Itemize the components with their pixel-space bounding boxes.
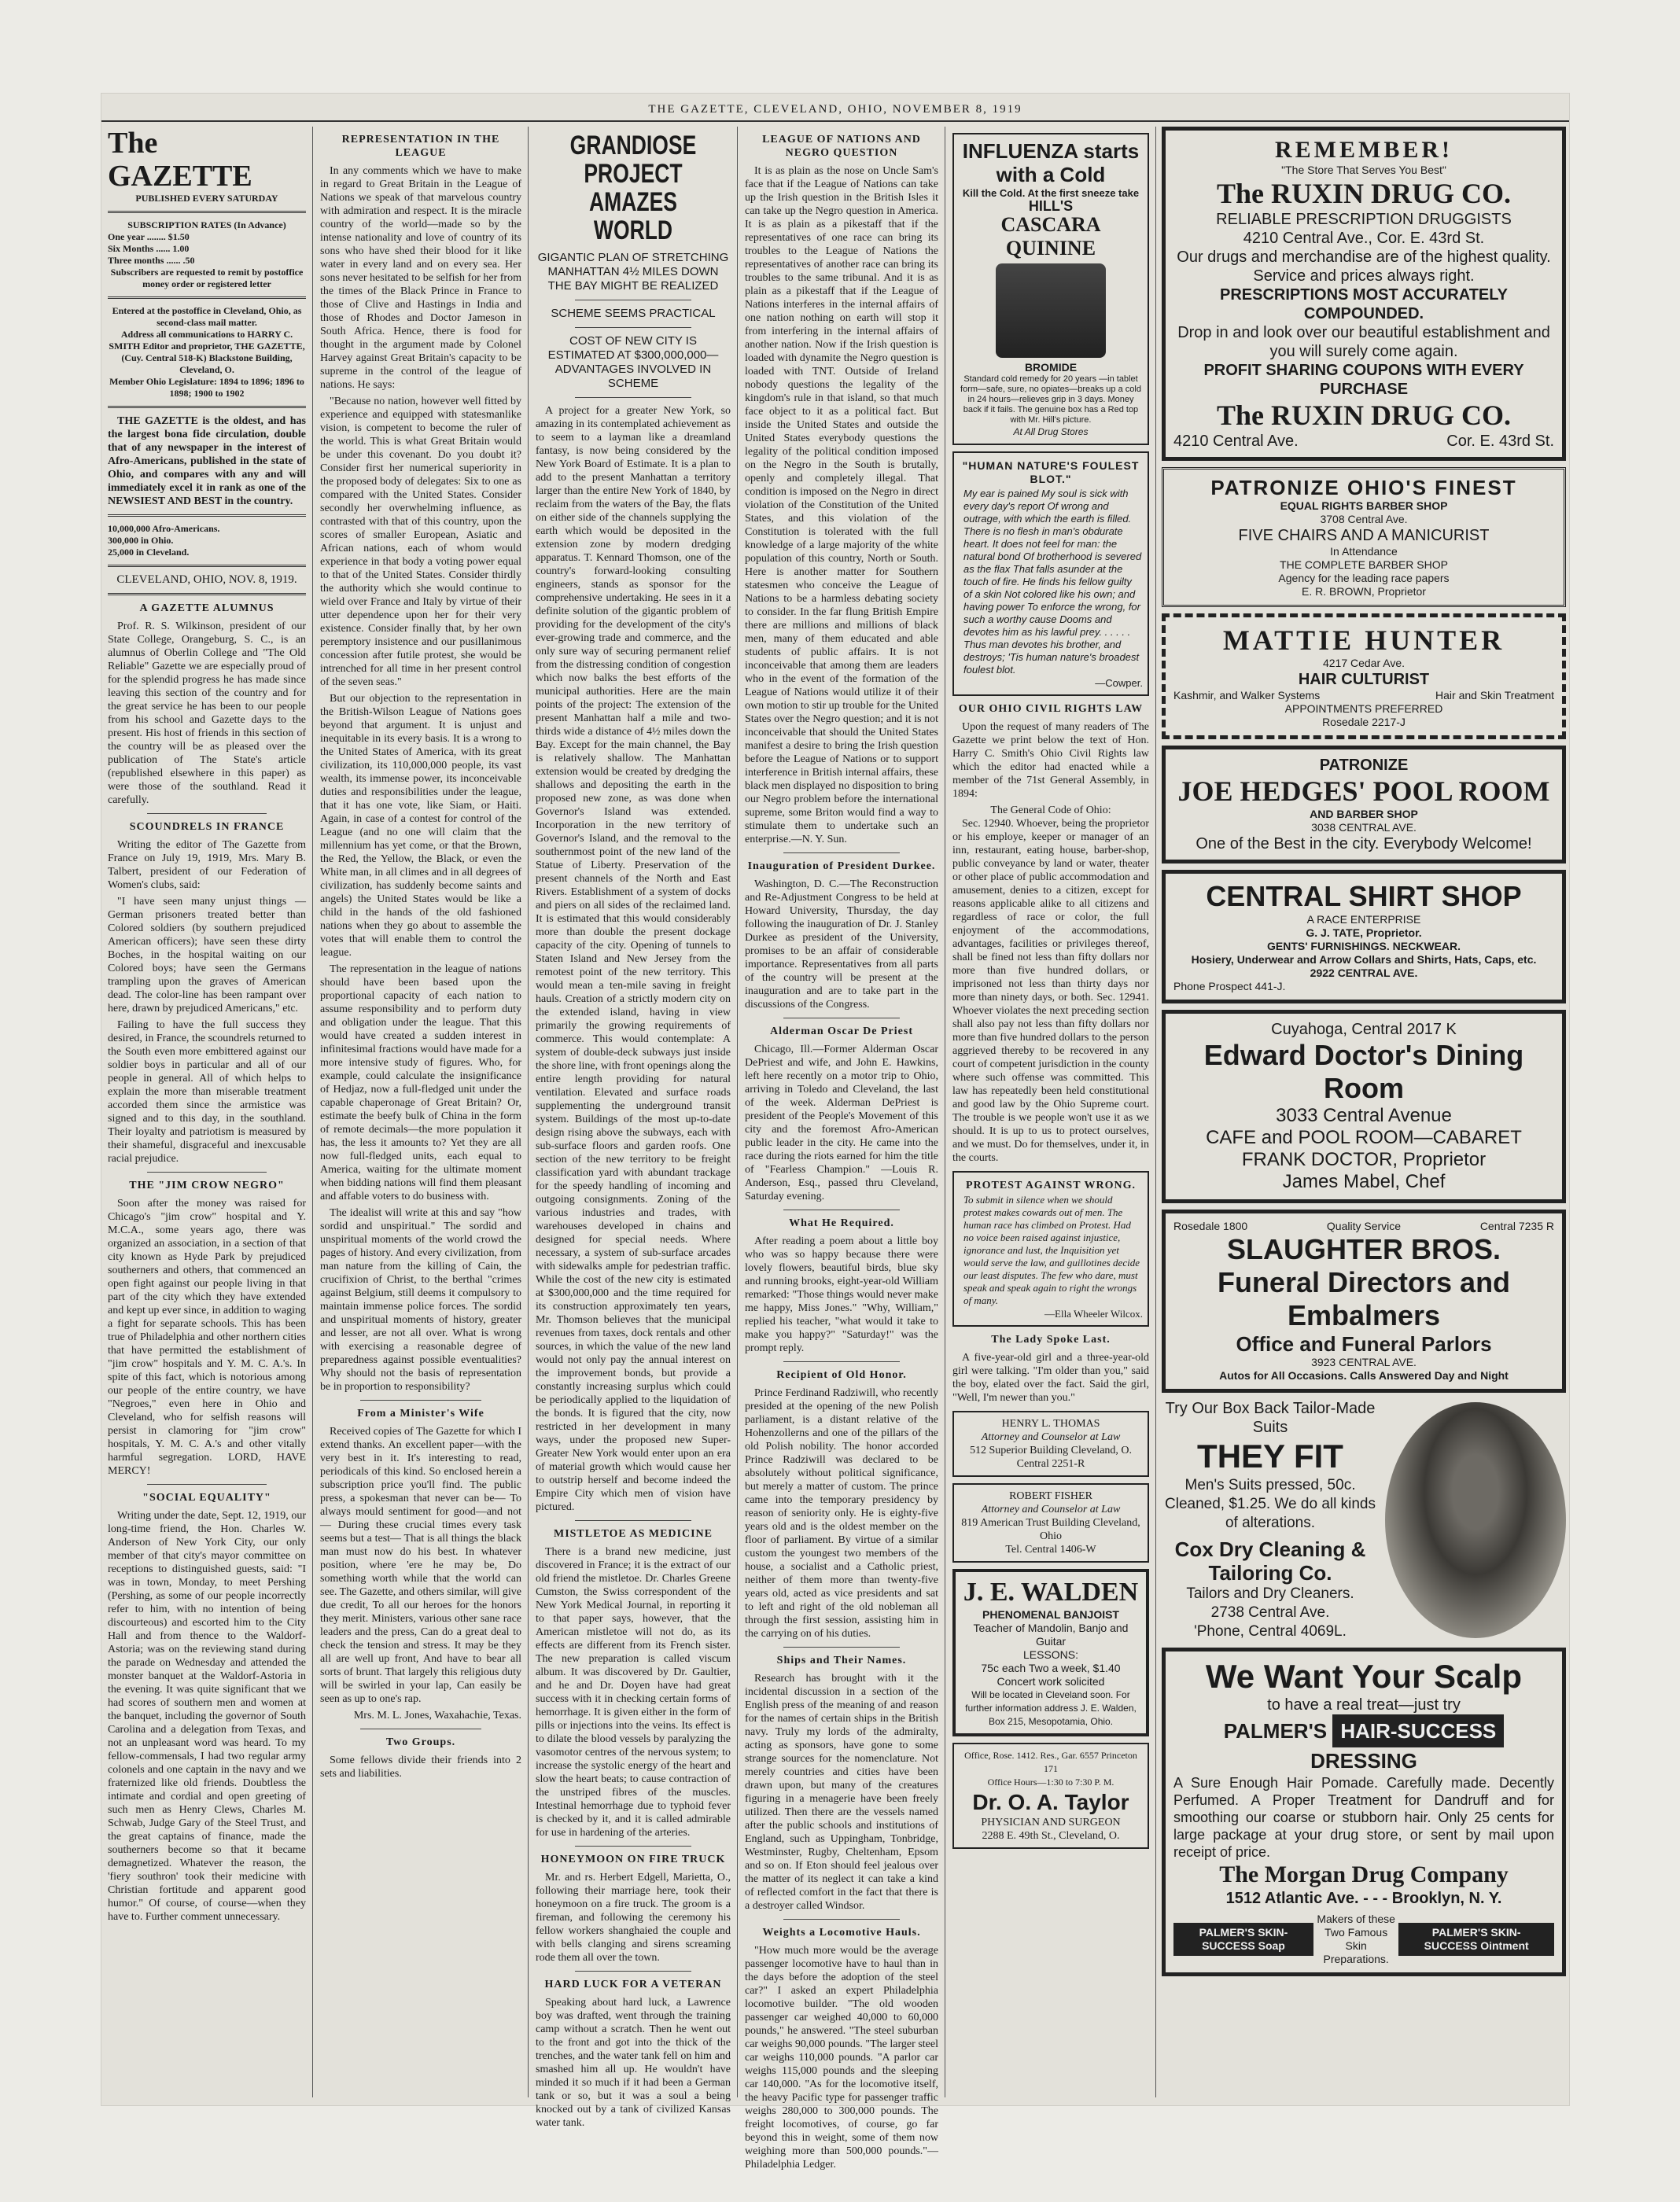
ruxin-prescriptions: PRESCRIPTIONS MOST ACCURATELY COMPOUNDED.	[1220, 286, 1508, 322]
thomas-address: 512 Superior Building Cleveland, O.	[969, 1445, 1133, 1456]
hunter-systems: Kashmir, and Walker Systems	[1173, 689, 1321, 701]
equality-heading: "SOCIAL EQUALITY"	[142, 1492, 271, 1504]
jimcrow-text: Soon after the money was raised for Chicago's "jim crow" hospital and Y. M.C.A., some years ago, there was organized an association, in a section of that city known as Hyde Park by prejudiced southerners and others, that commenced an open fight against our people living in that part of the city which they have extended and kept up ever since, in addition to waging a fight for separate schools. This has been true of Philadelphia and other northern cities that have permitted the establishment of "jim crow" hospitals and Y. M. C. A.'s. In spite of this fact, which is notorious among our people of the entire country, we have "Negroes," even here in Ohio and Cleveland, who for selfish reasons will persist in clamoring for "jim crow" hospitals, Y. M. C. A.'s and other vitally harmful segregation. LORD, HAVE MERCY!	[108, 1198, 306, 1477]
slaughter-rosedale: Rosedale 1800	[1173, 1220, 1248, 1232]
ruxin-reliable: RELIABLE PRESCRIPTION DRUGGISTS	[1216, 211, 1512, 228]
alumnus-heading: A GAZETTE ALUMNUS	[139, 602, 274, 614]
walden-location: Will be located in Cleveland soon. For further information address J. E. Walden, Box 215, Mesopotamia, Ohio.	[965, 1689, 1137, 1727]
hunter-appointments: APPOINTMENTS PREFERRED	[1284, 702, 1443, 715]
civil-rights-heading: OUR OHIO CIVIL RIGHTS LAW	[958, 703, 1144, 715]
barber-complete: THE COMPLETE BARBER SHOP	[1280, 558, 1448, 571]
hills-cascara-ad	[952, 133, 1149, 445]
alumnus-text: Prof. R. S. Wilkinson, president of our State College, Orangeburg, S. C., is an alumnus of Oberlin College and "The Old Reliable" Gazette we are especially proud of for the splendid progress he has made since leaving this section of the country and for the great service he has been to our people from his school and Gazette days to the present. His host of friends in this section of the country will be as pleased over the publication of The State's article (republished elsewhere in this paper) as were those of the southland. Read it carefully.	[108, 620, 306, 806]
jimcrow-heading: THE "JIM CROW NEGRO"	[129, 1180, 285, 1191]
thomas-title: Attorney and Counselor at Law	[981, 1431, 1121, 1443]
shirt-phone: Phone Prospect 441-J.	[1173, 980, 1286, 992]
thomas-name: HENRY L. THOMAS	[1001, 1418, 1100, 1430]
hedges-address: 3038 CENTRAL AVE.	[1311, 821, 1417, 834]
cox-dry-cleaning-ad	[1162, 1399, 1566, 1641]
column-4	[739, 127, 945, 2171]
thomas-phone: Central 2251-R	[1016, 1458, 1085, 1470]
palmer-makers: Makers of these Two Famous Skin Preparations.	[1317, 1913, 1395, 1965]
rate-1: One year ........ $1.50	[108, 231, 190, 242]
column-2	[314, 127, 528, 2097]
palmer-ointment: PALMER'S SKIN-SUCCESS Ointment	[1398, 1923, 1554, 1956]
scoundrels-p1: Writing the editor of The Gazette from France on July 19, 1919, Mrs. Mary B. Talbert, president of our Federation of Women's clubs, said:	[108, 839, 306, 891]
hunter-treatment: Hair and Skin Treatment	[1435, 689, 1554, 701]
cowper-poem-box	[952, 451, 1149, 696]
walden-title: PHENOMENAL BANJOIST	[982, 1608, 1119, 1621]
hardluck-text: Speaking about hard luck, a Lawrence boy was drafted, went through the training camp without a scratch. Then he went out to the front and got into the thick of the trenches, and the water tank fell on him and smashed him all up. He wouldn't have minded it so much if it had been a German tank or so, but it was a soul a being knocked out by a tank of civilized Kansas water tank.	[536, 1997, 731, 2129]
population-2: 300,000 in Ohio.	[108, 535, 174, 546]
medicine-bottle-icon	[996, 263, 1106, 358]
palmer-company: The Morgan Drug Company	[1219, 1861, 1509, 1887]
representation-p1: In any comments which we have to make in regard to Great Britain in the League of Nations we speak of that marvelous country with admiration and respect. It is the miracle country of the world—made so by the intense nationality and love of country of its sons who have shed their blood for it like water in every land and on every sea. Her sons never hesitated to be selfish for her from the times of the Black Prince in France to those of Clive and Hastings in India and those of Rhodes and Doctor Jameson in South Africa. Hence, there is food for thought in the argument made by Colonel Harvey against Great Britain's capacity to be supreme in the control of the league of nations. He says:	[320, 165, 521, 391]
palmer-want: We Want Your Scalp	[1205, 1658, 1523, 1695]
code-text: Sec. 12940. Whoever, being the proprietor or his employe, keeper or manager of an inn, restaurant, eating house, barber-shop, public conveyance by land or water, theater or other place of public accommodation and amusement, denies to a citizen, except for reasons applicable alike to all citizens and regardless of race or color, the full enjoyment of the accommodations, advantages, facilities or privileges thereof, shall be fined not less than fifty dollars nor more than five hundred dollars, or imprisoned not less than thirty days nor more than ninety days, or both. Sec. 12941. Whoever violates the next preceding section shall also pay not less than fifty dollars nor more than five hundred dollars to the person aggrieved thereby to be recovered in any court of competent jurisdiction in the county where such offense was committed. This law has repeatedly been held constitutional and good law by the Ohio Supreme court. The trouble is we people won't use it as we should. It is up to us to protect ourselves, and we must. Do for themselves, under it, in the courts.	[952, 818, 1149, 1164]
walden-lessons: LESSONS:	[1022, 1648, 1079, 1661]
hills-brand: HILL'S	[1028, 198, 1074, 214]
taylor-office: Office, Rose. 1412. Res., Gar. 6557 Princeton 171	[964, 1750, 1137, 1774]
hedges-name: JOE HEDGES' POOL ROOM	[1177, 775, 1550, 807]
minister-signature: Mrs. M. L. Jones, Waxahachie, Texas.	[353, 1710, 521, 1721]
slaughter-name: SLAUGHTER BROS.	[1226, 1233, 1501, 1265]
ruxin-name: The RUXIN DRUG CO.	[1216, 178, 1511, 209]
taylor-card	[952, 1743, 1149, 1849]
influenza-kill: Kill the Cold. At the first sneeze take	[962, 187, 1140, 199]
barber-equal: EQUAL RIGHTS BARBER SHOP	[1280, 499, 1448, 512]
hedges-patronize: PATRONIZE	[1319, 757, 1409, 774]
column-6-ads	[1157, 127, 1571, 2097]
ships-heading: Ships and Their Names.	[776, 1655, 907, 1666]
fisher-card	[952, 1483, 1149, 1563]
walden-name: J. E. WALDEN	[963, 1578, 1139, 1607]
fisher-address: 819 American Trust Building Cleveland, Ohio	[961, 1517, 1140, 1542]
hunter-address: 4217 Cedar Ave.	[1322, 657, 1406, 669]
code-heading: The General Code of Ohio:	[990, 805, 1111, 816]
portrait-photo	[1385, 1402, 1566, 1638]
shirt-race: A RACE ENTERPRISE	[1306, 913, 1421, 926]
shirt-hosiery: Hosiery, Underwear and Arrow Collars and Shirts, Hats, Caps, etc.	[1191, 953, 1537, 966]
slaughter-quality: Quality Service	[1326, 1220, 1402, 1232]
protest-signature: —Ella Wheeler Wilcox.	[1044, 1308, 1143, 1320]
depriest-heading: Alderman Oscar De Priest	[770, 1026, 913, 1037]
lady-heading: The Lady Spoke Last.	[991, 1334, 1111, 1346]
project-subhead-2: SCHEME SEEMS PRACTICAL	[551, 307, 716, 320]
shirt-goods: GENTS' FURNISHINGS. NECKWEAR.	[1266, 940, 1461, 952]
doctor-address: 3033 Central Avenue	[1276, 1105, 1452, 1126]
fisher-phone: Tel. Central 1406-W	[1005, 1544, 1096, 1556]
mistletoe-text: There is a brand new medicine, just discovered in France; it is the extract of our old friend the mistletoe. Dr. Charles Greene Cumston, the Swiss correspondent of the New York Medical Journal, in reporting it to that paper says, however, that the American mistletoe will not do, as its effects are different from its French sister. The new preparation is called viscum album. It was discovered by Dr. Gaultier, and he and Dr. Doyen have had great success with it in checking certain forms of hemorrhage. It is given either in the form of pills or injections into the veins. Its effect is to dilate the blood vessels by paralyzing the vasomotor centres of the nervous system; to increase the systolic energy of the heart and slow the heart beats; to cause contraction of the unstriped fibres of the muscles. Intestinal hemorrhage due to typhoid fever is checked by it, and it is called admirable for use in hardening of the arteries.	[536, 1546, 731, 1839]
central-shirt-shop-ad	[1162, 870, 1566, 1003]
ruxin-drop-in: Drop in and look over our beautiful establishment and you will surely come again.	[1177, 324, 1550, 360]
groups-text: Some fellows divide their friends into 2 sets and liabilities.	[320, 1755, 521, 1780]
hunter-phone: Rosedale 2217-J	[1322, 716, 1406, 728]
doctor-name: Edward Doctor's Dining Room	[1203, 1039, 1524, 1104]
equality-text: Writing under the date, Sept. 12, 1919, our long-time friend, the Hon. Charles W. Anderson of New York City, our only member of that city's mayor committee on receptions to distinguished guests, said: "I was in town, Monday, to meet Pershing (Pershing, as some of our people incorrectly refer to him, with no intention of being discourteous) and escorted him to the City Hall and from thence to the Waldorf-Astoria; was on the reviewing stand during the parade on Wednesday and attended the monster banquet at the Waldorf-Astoria in the evening. It was quite significant that we had scores of southern men and women at the banquet, including the governor of South Carolina and a delegation from Texas, and not an unpleasant word was heard. To my fellow-commensals, I had two regular army colonels and one captain in the navy and we fraternized like old friends. Doubtless the intimate and cordial and open greeting of such men as Henry Clews, Charles M. Schwab, Judge Gary of the Steel Trust, and the great captains of finance, made the southerners become so that it became demagnetized. Whatever the reason, the 'fiery southron' took their medicine with Christian fortitude and apparent good humor." Of course, of course—when they have to. Further comment unnecessary.	[108, 1510, 306, 1923]
honor-heading: Recipient of Old Honor.	[776, 1369, 907, 1381]
column-1	[101, 127, 312, 2097]
hardluck-heading: HARD LUCK FOR A VETERAN	[544, 1979, 722, 1990]
slaughter-autos: Autos for All Occasions. Calls Answered Day and Night	[1219, 1369, 1509, 1382]
fisher-title: Attorney and Counselor at Law	[981, 1504, 1121, 1515]
lady-text: A five-year-old girl and a three-year-old girl were talking. "I'm older than you," said the boy, elated over the fact. Said the girl, "Well, I'm newer than you."	[952, 1352, 1149, 1404]
durkee-heading: Inauguration of President Durkee.	[747, 860, 936, 872]
bromide-label: BROMIDE	[1024, 361, 1078, 374]
minister-text: Received copies of The Gazette for which I extend thanks. An excellent paper—with the very best in it. It's interesting to read, periodicals of this kind. So enclosed herein a subscription price you'll find. The public press, a spokesman that never can be— To always mould sentiment for good—and not— During these crucial times every task seems but a test— That is all things the black man must now do his best. In whatever position, where 'ere he may be, Do something worth while that the world can see. The Gazette, and others similar, will give due credit, To all our heroes for the honors they merit. Ministers, various other sane race leaders and the press, Can do a great deal to check the tension and stress. It may be they all are well up front, And have to bear all sorts of brunt. That largely this religious duty will be swirled in your lap, Can easily be seen as up to one's rap.	[320, 1426, 521, 1705]
palmer-left: PALMER'S	[1223, 1719, 1328, 1743]
equal-rights-barber-ad	[1162, 467, 1566, 607]
doctor-cafe: CAFE and POOL ROOM—CABARET	[1206, 1127, 1522, 1148]
palmer-treat: to have a real treat—just try	[1267, 1696, 1461, 1714]
cox-address: 2738 Central Ave.	[1210, 1604, 1330, 1621]
doctor-chef: James Mabel, Chef	[1282, 1171, 1446, 1192]
population-3: 25,000 in Cleveland.	[108, 547, 190, 558]
protest-box	[952, 1171, 1149, 1327]
slaughter-central: Central 7235 R	[1479, 1220, 1554, 1232]
shirt-owner: G. J. TATE, Proprietor.	[1306, 926, 1422, 939]
civil-rights-text: Upon the request of many readers of The Gazette we print below the text of Hon. Harry C. Smith's Ohio Civil Rights law which the editor had enacted while a member of the 71st General Assembly, in 1894:	[952, 721, 1149, 800]
palmer-address: 1512 Atlantic Ave. - - - Brooklyn, N. Y.	[1225, 1890, 1502, 1907]
ruxin-address-right: Cor. E. 43rd St.	[1446, 433, 1554, 450]
walden-price: 75c each Two a week, $1.40	[981, 1662, 1121, 1674]
scoundrels-p3: Failing to have the full success they desired, in France, the scoundrels returned to the South even more embittered against our soldier boys in particular and all of our people in general. All of which helps to explain the more than miserable treatment accorded them since the armistice was signed and to this day, in the southland. Their loyalty and patriotism is measured by their shameful, disgraceful and inexcusable racial prejudice.	[108, 1019, 306, 1165]
slaughter-bros-ad	[1162, 1210, 1566, 1393]
palmer-right: DRESSING	[1310, 1749, 1417, 1773]
newspaper-page	[101, 93, 1570, 2171]
barber-proprietor: E. R. BROWN, Proprietor	[1302, 585, 1426, 598]
groups-heading: Two Groups.	[385, 1736, 456, 1748]
representation-heading: REPRESENTATION IN THE LEAGUE	[341, 134, 500, 159]
taylor-title: PHYSICIAN AND SURGEON	[981, 1817, 1121, 1828]
hedges-pool-room-ad	[1162, 746, 1566, 863]
thomas-card	[952, 1411, 1149, 1477]
ruxin-coupons: PROFIT SHARING COUPONS WITH EVERY PURCHASE	[1203, 362, 1524, 398]
doctor-dining-room-ad	[1162, 1010, 1566, 1203]
subscription-head: SUBSCRIPTION RATES (In Advance)	[127, 219, 286, 230]
minister-heading: From a Minister's Wife	[357, 1408, 484, 1420]
honeymoon-text: Mr. and rs. Herbert Edgell, Marietta, O., following their marriage here, took their honeymoon on a fire truck. The groom is a fireman, and following the ceremony his fellow workers shanghaied the couple and with bells clanging and sirens screaming rode them all over the town.	[536, 1872, 731, 1964]
poem-heading: "HUMAN NATURE'S FOULEST BLOT."	[962, 459, 1140, 485]
cox-phone: 'Phone, Central 4069L.	[1194, 1623, 1347, 1640]
protest-heading: PROTEST AGAINST WRONG.	[965, 1180, 1137, 1191]
project-subhead-3: COST OF NEW CITY IS ESTIMATED AT $300,000,000—ADVANTAGES INVOLVED IN SCHEME	[547, 334, 719, 390]
taylor-hours: Office Hours—1:30 to 7:30 P. M.	[987, 1777, 1114, 1788]
barber-agency: Agency for the leading race papers	[1278, 572, 1450, 584]
honeymoon-heading: HONEYMOON ON FIRE TRUCK	[540, 1854, 726, 1865]
influenza-heading: INFLUENZA starts with a Cold	[962, 139, 1140, 186]
barber-chairs: FIVE CHAIRS AND A MANICURIST	[1238, 527, 1490, 544]
shirt-address: 2922 CENTRAL AVE.	[1310, 967, 1418, 979]
representation-p4: The representation in the league of nations should have been based upon the proportional capacity of each nation to assume responsibility and to perform duty and obligation under the league. That this would have created a sudden interest in infinitesimal fractions would have made for a more intensive study of figures. Who, for example, could calculate the insignificance of Hedjaz, now a full-fledged unit under the capable chaperonage of Great Britain? Or, estimate the beefy bulk of China in the form of remote decimals—the more population it has, the less it amounts to? Yet they are all now full-fledged units, each equal to America, waiting for the ultimate moment when bidding nations will find them pleasant and affable voters to do business with.	[320, 963, 521, 1202]
taylor-name: Dr. O. A. Taylor	[972, 1790, 1129, 1814]
project-text: A project for a greater New York, so amazing in its contemplated achievement as to seem to a layman like a dreamland fantasy, is now being considered by the New York Board of Estimate. It is a plan to add to the present Manhattan a territory larger than the entire New York of 1840, by reclaim from the waters of the Bay, the flats on either side of the channels supplying the earth which would be deposited in the extension zone by modern dredging apparatus. T. Kennard Thomson, one of the country's forward-looking consulting engineers, stands as sponsor for the comprehensive undertaking. He sees in it a definite solution of the gigantic problem of providing for the development of the city's ever-growing trade and commerce, and the only sure way of securing permanent relief from the distressing condition of congestion which now balks the best efforts of the municipal authorities. Here are the main points of the project: The extension of the present Manhattan half a mile and two-thirds wide a distance of 4½ miles down the Bay. Except for the main channel, the Bay is relatively shallow. The Manhattan extension would be created by dredging the shallows and depositing the earth in the proposed new zone, as was done when Governor's Island was extended. Incorporation in the new territory of Governor's Island, and the removal to the southernmost point of the new land of the Statue of Liberty. Preservation of the present channels of the North and East Rivers. Establishment of a system of docks and piers on all sides of the reclaimed land. It is estimated that this would considerably more than double the present dockage capacity of the city. Opening of tunnels to Staten Island and New Jersey from the remotest point of the new territory. This would mean a ten-mile saving in freight hauls. Creation of a strictly modern city on the extended island, having in view primarily the growing requirements of commerce. This would contemplate: A system of double-deck subways just inside the shore line, with front openings along the entire length providing for natural ventilation. Elevated and surface roads supplementing the underground transit system. Buildings of the most up-to-date design rising above the subways, each with sub-surface floors and garden roofs. One section of the new territory to be freight classification yard with abundant trackage for the speedy handling of incoming and outgoing consignments. Zoning of the various industries and trades, with warehouses developed in chains and designed for special needs. Where necessary, a system of sub-surface arcades with sidewalks ample for pedestrian traffic. While the cost of the new city is estimated at $300,000,000 and the time required for its construction approximately ten years, Mr. Thomson believes that the municipal revenues from taxes, dock rentals and other sources, in which the value of the new land would not only pay the annual interest on the improvement bonds, but provide a constantly increasing surplus which could be periodically applied to the liquidation of the bonds. It is figured that the city, now restricted in her development in many ways, under the proposed new Super-Greater New York would enter upon an era of material growth which would cause her to outstrip herself and become indeed the Empire City which men of vision have pictured.	[536, 405, 731, 1513]
slaughter-office: Office and Funeral Parlors	[1236, 1332, 1492, 1356]
palmers-hair-success-ad	[1162, 1648, 1566, 1976]
poem-text: My ear is pained My soul is sick with every day's report Of wrong and outrage, with which the earth is filled. There is no flesh in man's obdurate heart. It does not feel for man: the natural bond Of brotherhood is severed as the flax That falls asunder at the touch of fire. He finds his fellow guilty of a skin Not colored like his own; and having power To enforce the wrong, for such a worthy cause Dooms and devotes him as his lawful prey. . . . . . Thus man devotes his brother, and destroys; 'Tis human nature's broadest foulest blot.	[963, 488, 1142, 676]
hunter-name: MATTIE HUNTER	[1222, 624, 1505, 656]
required-heading: What He Required.	[789, 1217, 894, 1229]
cox-they-fit: THEY FIT	[1197, 1438, 1343, 1475]
walden-ad	[952, 1569, 1149, 1736]
published-line: PUBLISHED EVERY SATURDAY	[135, 193, 278, 204]
ships-text: Research has brought with it the incidental discussion in a section of the English press of the meaning of and reason for the names of certain ships in the British navy. Truly my lords of the admiralty, acting as sponsors, have gone to some strange sources for the nomenclature. Not merely countries and cities have been drawn upon, but many of the creatures figuring in a menagerie have been freely utilized. Then there are the vessels named after the public schools and institutions of England, such as Uppingham, Tonbridge, Westminster, Rugby, Cheltenham, Epsom and so on. If Eton should feel jealous over the matter of its neglect it can take a kind of reflected comfort in the fact that there is a destroyer called Windsor.	[745, 1673, 938, 1912]
representation-p5: The idealist will write at this and say "how sordid and unspiritual." The sordid and unspiritual moments of the world crowd the pages of history. And every civilization, from man nature from the killing of Cain, the crucifixion of Christ, to the berthal "crimes against Belgium, still deems it compulsory to maintain immense police forces. The sordid and unspiritual moments of history, greater and lesser, are not all over. What is wrong with exercising a reasonable degree of preparedness against possible eventualities? Why should not the basis of representation be in proportion to responsibility?	[320, 1207, 521, 1393]
doctor-phone: Cuyahoga, Central 2017 K	[1271, 1021, 1457, 1038]
ruxin-address-left: 4210 Central Ave.	[1173, 433, 1299, 450]
hunter-title: HAIR CULTURIST	[1298, 671, 1430, 688]
column-3	[529, 127, 737, 2129]
project-headline: GRANDIOSE PROJECT AMAZES WORLD	[569, 131, 697, 245]
mistletoe-heading: MISTLETOE AS MEDICINE	[553, 1528, 713, 1540]
walden-concert: Concert work solicited	[997, 1675, 1105, 1688]
cox-try: Try Our Box Back Tailor-Made Suits	[1165, 1400, 1376, 1436]
project-subhead-1: GIGANTIC PLAN OF STRETCHING MANHATTAN 4½ MILES DOWN THE BAY MIGHT BE REALIZED	[537, 251, 729, 293]
ruxin-drug-ad	[1162, 127, 1566, 461]
hedges-best: One of the Best in the city. Everybody Welcome!	[1196, 835, 1532, 852]
poem-signature: —Cowper.	[1095, 677, 1143, 689]
league-text: It is as plain as the nose on Uncle Sam's face that if the League of Nations can take up the Irish question in the British Isles it can take up the Negro question in America. It is as plain as a pikestaff that if the representatives of one race can bring its troubles to the League of Nations the representatives of another race can bring its troubles to the same tribunal. And it is as plain as a pikestaff that if the League of Nations interferes in the internal affairs of one nation nothing on earth will stop it from interfering in the internal affairs of another nation. Now if the Irish question is loaded with dynamite the Negro question is loaded with TNT. Outside of Ireland nobody questions the legality of the kingdom's rule in that island, so that much face object to it as a political fact. But inside the United States and outside the United States everybody questions the legality of the political condition imposed on the Negro in the South is brutally, openly and completely illegal. That condition is imposed on the Negro in direct violation of the Constitution of the United States, and this violation of the Constitution is tolerated with the full knowledge of a large majority of the white population of this country, North or South. Here is another matter for Southern statesmen who conceive the League of Nations to be a harmless debating society to consider. In the far flung British Empire there are millions and millions of black men, many of them educated and able students of public affairs. It is not inconceivable that among them are leaders who in the event of the formation of the League of Nations would utilize it of their own motion to stir up trouble for the United States over the Negro question; and it is not inconceivable that should the United States manifest a desire to bring the Irish question before the League of Nations or to support interference in British internal affairs, these black men displayed no disposition to bring our Negro problem before the international supreme, some Briton would find a way to stimulate them to undertake such an enterprise.—N. Y. Sun.	[745, 165, 938, 845]
palmer-hair-success-box: HAIR-SUCCESS	[1332, 1714, 1504, 1747]
locomotive-heading: Weights a Locomotive Hauls.	[762, 1927, 921, 1939]
entered-note: Entered at the postoffice in Cleveland, Ohio, as second-class mail matter.	[112, 305, 302, 328]
cox-tailors: Tailors and Dry Cleaners.	[1186, 1585, 1354, 1602]
mattie-hunter-ad	[1162, 613, 1566, 739]
taylor-address: 2288 E. 49th St., Cleveland, O.	[982, 1830, 1120, 1842]
barber-attendance: In Attendance	[1330, 545, 1398, 558]
drugstores-note: At All Drug Stores	[1013, 426, 1089, 437]
depriest-text: Chicago, Ill.—Former Alderman Oscar DePriest and wife, and John E. Hawkins, left here recently on a motor trip to Ohio, arriving in Toledo and Cleveland, the last of the week. Alderman DePriest is president of the People's Movement of this city and the foremost Afro-American public leader in the city. He came into the race during the riots earned for him the title of "Fearless Champion." —Louis R. Anderson, Esq., passed thru Cleveland, Saturday evening.	[745, 1044, 938, 1202]
hedges-barber: AND BARBER SHOP	[1310, 808, 1418, 820]
subscribers-note: Subscribers are requested to remit by postoffice money order or registered letter	[110, 267, 304, 289]
honor-text: Prince Ferdinand Radziwill, who recently presided at the opening of the new Polish parliament, is a distant relative of the Hohenzollerns and one of the pillars of the old Polish nobility. The honor accorded Prince Radziwill was declared to be absolutely without political significance, but merely a matter of custom. The prince came into the temporary presidency by reason of seniority only. He is eighty-five years old and is the oldest member on the floor of parliament. By virtue of a similar custom the youngest two members of the house, a socialist and a Catholic priest, neither of them more than twenty-five years old, acted as vice presidents and sat to left and right of the old nobleman all through the first session, assisting him in the carrying on of his duties.	[745, 1387, 938, 1640]
ruxin-remember: REMEMBER!	[1275, 137, 1453, 163]
shirt-name: CENTRAL SHIRT SHOP	[1206, 880, 1522, 912]
rate-3: Three months ...... .50	[108, 255, 195, 266]
barber-heading: PATRONIZE OHIO'S FINEST	[1210, 476, 1517, 499]
cox-name: Cox Dry Cleaning & Tailoring Co.	[1174, 1537, 1366, 1585]
rate-2: Six Months ...... 1.00	[108, 243, 190, 254]
ruxin-name-2: The RUXIN DRUG CO.	[1216, 400, 1511, 431]
fisher-name: ROBERT FISHER	[1009, 1490, 1092, 1502]
doctor-proprietor: FRANK DOCTOR, Proprietor	[1241, 1149, 1487, 1170]
ruxin-address: 4210 Central Ave., Cor. E. 43rd St.	[1243, 230, 1485, 247]
scoundrels-heading: SCOUNDRELS IN FRANCE	[129, 821, 285, 833]
slaughter-funeral: Funeral Directors and Embalmers	[1217, 1266, 1511, 1331]
representation-p2: "Because no nation, however well fitted by experience and equipped with statesmanlike vision, is competent to become the ruler of the world. This is what Great Britain would be under this covenant. Do you doubt it? Consider first her numerical superiority in the proposed body of delegates: Six to one as compared with the United States. Consider secondly her overwhelming influence, as contrasted with that of this country, upon the scores of smaller European, Asiatic and African nations, each of whom would experience in that body a voting power equal to that of the United States. Consider thirdly the authority which she would continue to wield over France and Italy by virtue of their utter dependence upon her for their very existence. Consider finally that, by her own peremptory insistence and our pusillanimous concession after futile protest, she would be intrenched for all time in her present control of the seven seas."	[320, 396, 521, 688]
durkee-text: Washington, D. C.—The Reconstruction and Re-Adjustment Congress to be held at Howard University, Thursday, the day following the inauguration of Dr. J. Stanley Durkee as president of the University, promises to be an affair of considerable importance. Representatives from all parts of the country will be present at the inauguration and are to take part in the discussions of the Congress.	[745, 878, 938, 1011]
oldest-note: THE GAZETTE is the oldest, and has the largest bona fide circulation, double that of any newspaper in the interest of Afro-Americans, published in the state of Ohio, and compares with any and will immediately excel it in rank as one of the NEWSIEST AND BEST in the country.	[108, 415, 306, 507]
page-masthead: THE GAZETTE, CLEVELAND, OHIO, NOVEMBER 8, 1919	[101, 103, 1569, 122]
legislature-note: Member Ohio Legislature: 1894 to 1896; 1896 to 1898; 1900 to 1902	[109, 376, 304, 399]
address-note: Address all communications to HARRY C. SMITH Editor and proprietor, THE GAZETTE, (Cuy. Central 518-K) Blackstone Building, Cleveland, O.	[109, 329, 305, 375]
palmer-text: A Sure Enough Hair Pomade. Carefully made. Decently Perfumed. A Proper Treatment for Dandruff and for smoothing our coarse or stubborn hair. Only 25 cents for large package at your drug store, or sent by mail upon receipt of price.	[1173, 1775, 1554, 1860]
slaughter-address: 3923 CENTRAL AVE.	[1311, 1356, 1417, 1368]
scoundrels-p2: "I have seen many unjust things —German prisoners treated better than Colored soldiers (by southern prejudiced American officers); have seen these dirty Boches, in the hospital waiting on our Colored boys; have seen the Germans trampling upon the graves of American dead. The color-line has been rampant over here, drawn by prejudiced Americans," etc.	[108, 896, 306, 1014]
column-5	[946, 127, 1155, 2097]
cascara-quinine: CASCARA QUININE	[1000, 213, 1101, 260]
barber-address: 3708 Central Ave.	[1320, 513, 1408, 525]
population-1: 10,000,000 Afro-Americans.	[108, 523, 220, 534]
influenza-text: Standard cold remedy for 20 years —in tablet form—safe, sure, no opiates—breaks up a cold in 24 hours—relieves grip in 3 days. Money back if it fails. The genuine box has a Red top with Mr. Hill's picture.	[960, 374, 1141, 425]
locomotive-text: "How much more would be the average passenger locomotive have to haul than in the days before the adoption of the steel car?" I asked an expert Philadelphia locomotive builder. "The old wooden passenger car weighed 40,000 to 60,000 pounds," he answered. "The steel suburban car weighs 90,000 pounds. "The larger steel car weighs 110,000 pounds. "A parlor car weighs 115,000 pounds and the sleeping car 140,000. "As for the locomotive itself, the heavy Pacific type for passenger traffic weighs 280,000 to 300,000 pounds. The freight locomotives, of course, go far beyond this in weight, some of them now weighing more than 500,000 pounds."—Philadelphia Ledger.	[745, 1945, 938, 2171]
league-heading: LEAGUE OF NATIONS AND NEGRO QUESTION	[762, 134, 921, 159]
walden-teach: Teacher of Mandolin, Banjo and Guitar	[973, 1622, 1129, 1648]
cox-pressed: Men's Suits pressed, 50c. Cleaned, $1.25. We do all kinds of alterations.	[1165, 1477, 1376, 1531]
dateline: CLEVELAND, OHIO, NOV. 8, 1919.	[116, 573, 297, 586]
ruxin-quality: Our drugs and merchandise are of the highest quality. Service and prices always right.	[1177, 249, 1551, 285]
paper-title: The GAZETTE	[108, 127, 252, 193]
ruxin-tagline: "The Store That Serves You Best"	[1281, 164, 1446, 176]
protest-text: To submit in silence when we should protest makes cowards out of men. The human race has climbed on Protest. Had no voice been raised against injustice, ignorance and lust, the Inquisition yet would serve the law, and guillotines decide our least disputes. The few who dare, must speak and speak again to right the wrongs of many.	[963, 1194, 1140, 1306]
representation-p3: But our objection to the representation in the British-Wilson League of Nations goes beyond that argument. It is unjust and inequitable in its every basis. It is a wrong to the United States of America, with its great civilization, its 110,000,000 people, its vast wealth, its immense power, its inconceivable duties and responsibilities under the league, that it has one vote, like Siam, or Haiti. Again, in case of a contest for control of the League (and no one will claim that the millennium has yet come, or that the Brown, the Red, the Yellow, the Black, or even the White man, in all climes and in all degrees of civilization, has suddenly become saints and angels) the United States would be like a child in the hands of the old fashioned nations when they go about to assemble the votes that will enable them to control the league.	[320, 693, 521, 959]
palmer-soap: PALMER'S SKIN-SUCCESS Soap	[1173, 1923, 1313, 1956]
required-text: After reading a poem about a little boy who was so happy because there were lovely flowers, beautiful birds, blue sky and running brooks, eight-year-old William remarked: "Those things would never make me happy, Miss Jones." "Why, William," replied his teacher, "what would it take to make you happy?" "Saturday!" was the prompt reply.	[745, 1235, 938, 1354]
